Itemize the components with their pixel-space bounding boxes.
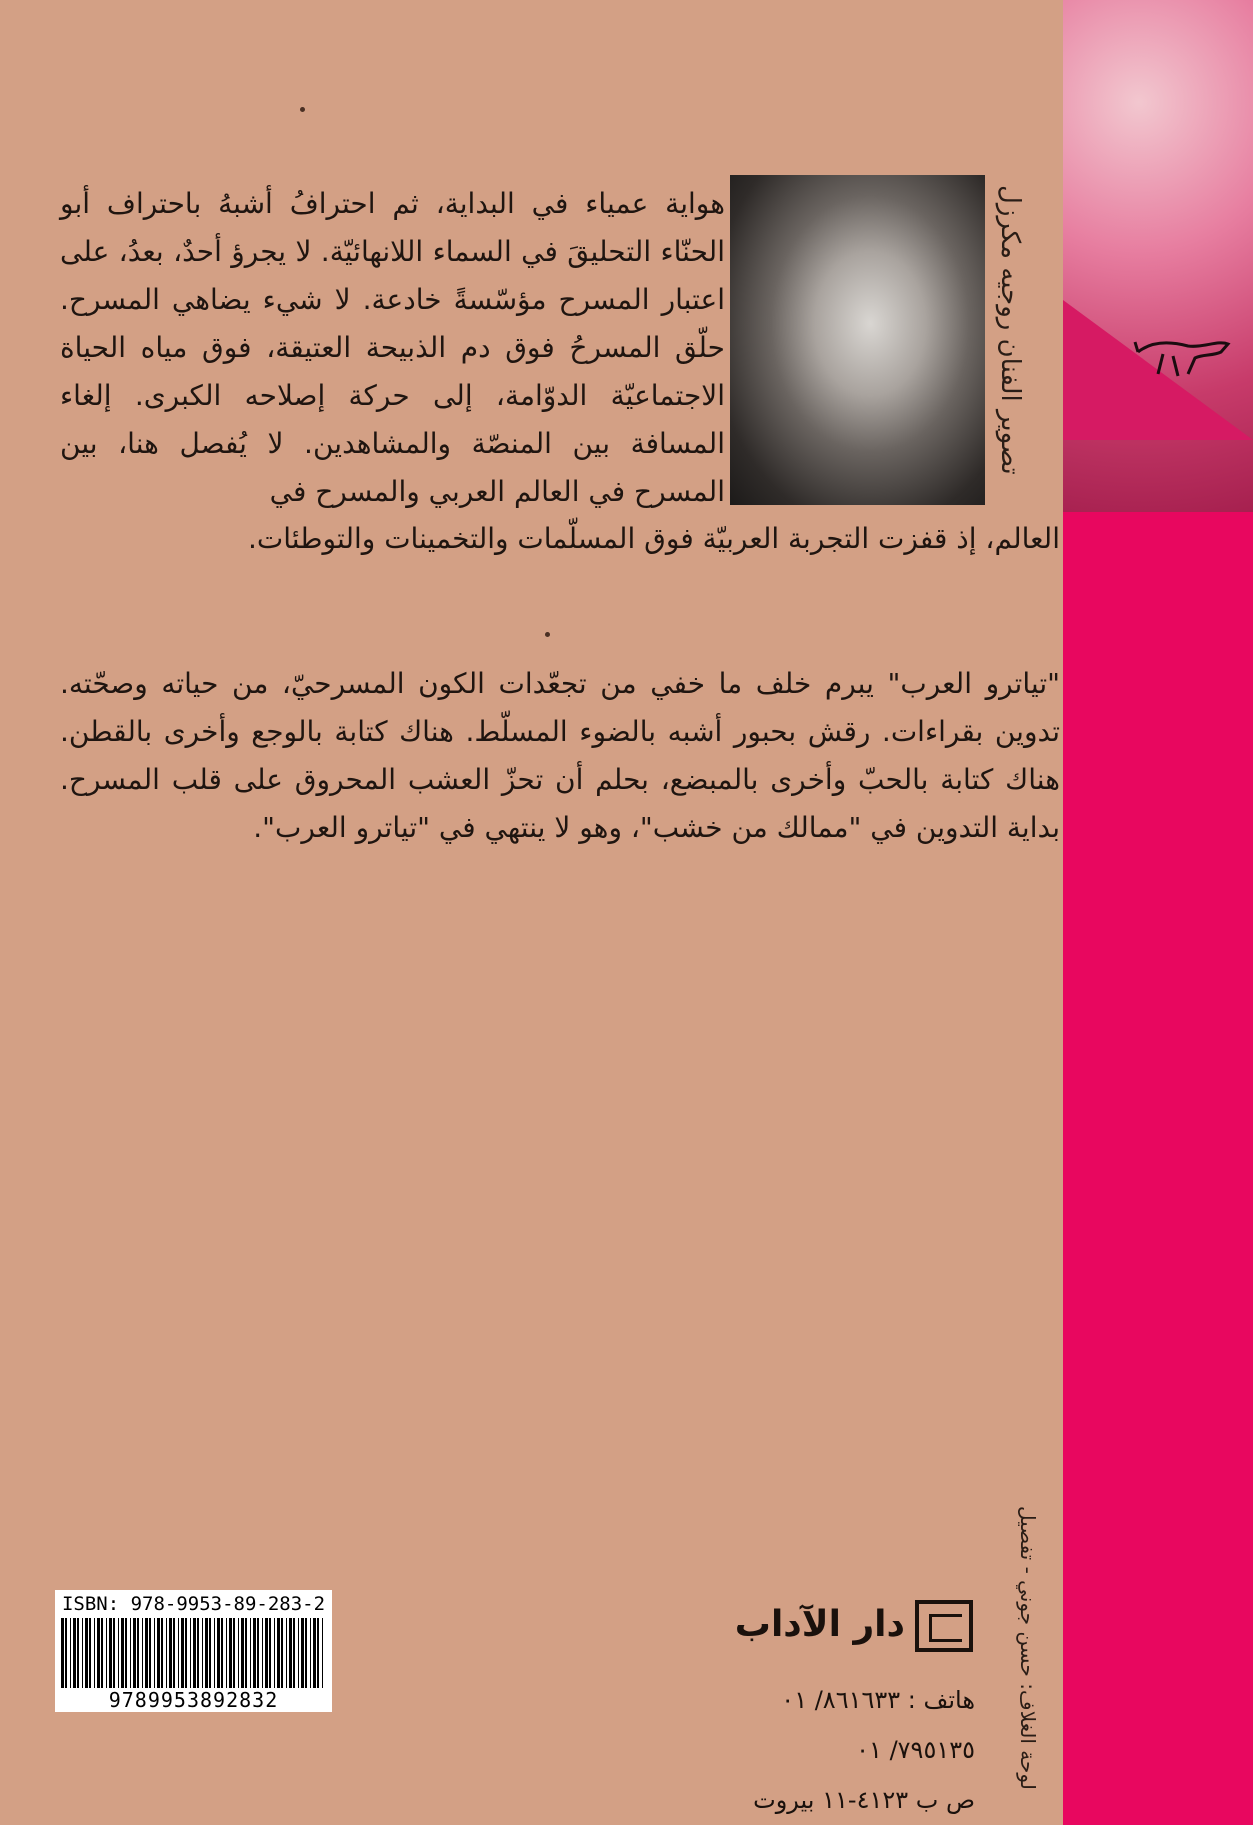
blurb-paragraph-1: هواية عمياء في البداية، ثم احترافُ أشبهُ باحتراف أبو الحنّاء التحليقَ في السماء اللانهائيّة. لا يجرؤ أحدٌ، بعدُ، على اعتبار المسرح مؤسّسةً خادعة. لا شيء يضاهي المسرح. حلّق المسرحُ فوق دم الذبيحة العتيقة، فوق مياه الحياة الاجتماعيّة الدوّامة، إلى حركة إصلاحه الكبرى. إلغاء المسافة بين المنصّة والمشاهدين. لا يُفصل هنا، بين المسرح في العالم العربي والمسرح في bbox=[60, 187, 725, 508]
horse-drawing-icon bbox=[1133, 322, 1233, 382]
barcode-bar bbox=[97, 1618, 100, 1688]
phone-number-2: ٧٩٥١٣٥/ ٠١ bbox=[856, 1736, 975, 1764]
barcode-bar bbox=[289, 1618, 292, 1688]
barcode-bar bbox=[274, 1618, 275, 1688]
barcode-bar bbox=[217, 1618, 220, 1688]
barcode-bar bbox=[94, 1618, 95, 1688]
barcode-bar bbox=[209, 1618, 211, 1688]
barcode-bar bbox=[226, 1618, 227, 1688]
barcode-bar bbox=[281, 1618, 283, 1688]
barcode-bar bbox=[113, 1618, 115, 1688]
barcode-bar bbox=[77, 1618, 79, 1688]
isbn-number: ISBN: 978-9953-89-283-2 bbox=[61, 1593, 326, 1615]
barcode-bar bbox=[202, 1618, 203, 1688]
barcode-bar bbox=[133, 1618, 136, 1688]
publisher-logo-icon bbox=[915, 1600, 973, 1652]
barcode-bar bbox=[137, 1618, 139, 1688]
barcode-bar bbox=[241, 1618, 244, 1688]
barcode-bar bbox=[193, 1618, 196, 1688]
barcode-bar bbox=[317, 1618, 319, 1688]
barcode-bar bbox=[269, 1618, 271, 1688]
barcode-bar bbox=[73, 1618, 76, 1688]
barcode-bar bbox=[253, 1618, 256, 1688]
barcode-bar bbox=[205, 1618, 208, 1688]
barcode-bars bbox=[59, 1618, 328, 1688]
barcode-bar bbox=[322, 1618, 323, 1688]
barcode-bar bbox=[181, 1618, 184, 1688]
barcode-bar bbox=[101, 1618, 103, 1688]
barcode-bar bbox=[166, 1618, 167, 1688]
magenta-side-strip bbox=[1063, 512, 1253, 1825]
barcode-bar bbox=[178, 1618, 179, 1688]
paper-speck bbox=[300, 107, 305, 112]
barcode-bar bbox=[301, 1618, 304, 1688]
barcode-bar bbox=[125, 1618, 127, 1688]
publisher-name: دار الآداب bbox=[734, 1604, 905, 1645]
barcode-bar bbox=[173, 1618, 175, 1688]
barcode-bar bbox=[109, 1618, 112, 1688]
barcode-bar bbox=[142, 1618, 143, 1688]
barcode-bar bbox=[89, 1618, 91, 1688]
barcode-bar bbox=[85, 1618, 88, 1688]
barcode-bar bbox=[118, 1618, 119, 1688]
barcode-bar bbox=[313, 1618, 316, 1688]
barcode-bar bbox=[265, 1618, 268, 1688]
cover-painting-credit: لوحة الغلاف: حسن جوني - تفصيل bbox=[1016, 1506, 1040, 1790]
isbn-barcode bbox=[55, 1590, 332, 1712]
barcode-bar bbox=[169, 1618, 172, 1688]
barcode-bar bbox=[185, 1618, 187, 1688]
barcode-bar bbox=[238, 1618, 239, 1688]
barcode-bar bbox=[245, 1618, 247, 1688]
author-photo bbox=[730, 175, 985, 505]
barcode-bar bbox=[277, 1618, 280, 1688]
barcode-bar bbox=[61, 1618, 64, 1688]
barcode-bar bbox=[305, 1618, 307, 1688]
barcode-bar bbox=[154, 1618, 155, 1688]
barcode-bar bbox=[82, 1618, 83, 1688]
barcode-bar bbox=[233, 1618, 235, 1688]
barcode-bar bbox=[149, 1618, 151, 1688]
barcode-bar bbox=[250, 1618, 251, 1688]
blurb-paragraph-1-end: العالم، إذ قفزت التجربة العربيّة فوق المسلّمات والتخمينات والتوطئات. bbox=[248, 522, 1060, 555]
barcode-bar bbox=[221, 1618, 223, 1688]
blurb-paragraph-2: "تياترو العرب" يبرم خلف ما خفي من تجعّدات الكون المسرحيّ، من حياته وصحّته. تدوين بقراءات. رقش بحبور أشبه بالضوء المسلّط. هناك كتابة بالوجع وأخرى بالقطن. هناك كتابة بالحبّ وأخرى بالمبضع، بحلم أن تحزّ العشب المحروق على قلب المسرح. بداية التدوين في "ممالك من خشب"، وهو لا ينتهي في "تياترو العرب". bbox=[60, 667, 1060, 844]
photo-caption: تصوير الفنان روجيه مكرزل bbox=[995, 185, 1025, 475]
barcode-bar bbox=[190, 1618, 191, 1688]
paper-speck bbox=[545, 632, 550, 637]
barcode-bar bbox=[130, 1618, 131, 1688]
barcode-bar bbox=[161, 1618, 163, 1688]
phone-label: هاتف : bbox=[907, 1686, 975, 1714]
barcode-bar bbox=[214, 1618, 215, 1688]
barcode-bar bbox=[310, 1618, 311, 1688]
phone-row-1 bbox=[781, 1680, 975, 1720]
barcode-bar bbox=[229, 1618, 232, 1688]
barcode-bar bbox=[145, 1618, 148, 1688]
barcode-bar bbox=[257, 1618, 259, 1688]
barcode-bar bbox=[65, 1618, 67, 1688]
barcode-bar bbox=[106, 1618, 107, 1688]
barcode-bar bbox=[262, 1618, 263, 1688]
cover-painting-detail bbox=[1063, 0, 1253, 512]
barcode-bar bbox=[121, 1618, 124, 1688]
barcode-bar bbox=[293, 1618, 295, 1688]
barcode-bar bbox=[157, 1618, 160, 1688]
barcode-bar bbox=[298, 1618, 299, 1688]
po-box: ص ب ٤١٢٣-١١ بيروت bbox=[753, 1786, 975, 1814]
barcode-bar bbox=[70, 1618, 71, 1688]
barcode-digits: 9789953892832 bbox=[108, 1688, 279, 1712]
barcode-bar bbox=[286, 1618, 287, 1688]
phone-number-1: ٨٦١٦٣٣/ ٠١ bbox=[781, 1686, 901, 1714]
barcode-bar bbox=[197, 1618, 199, 1688]
